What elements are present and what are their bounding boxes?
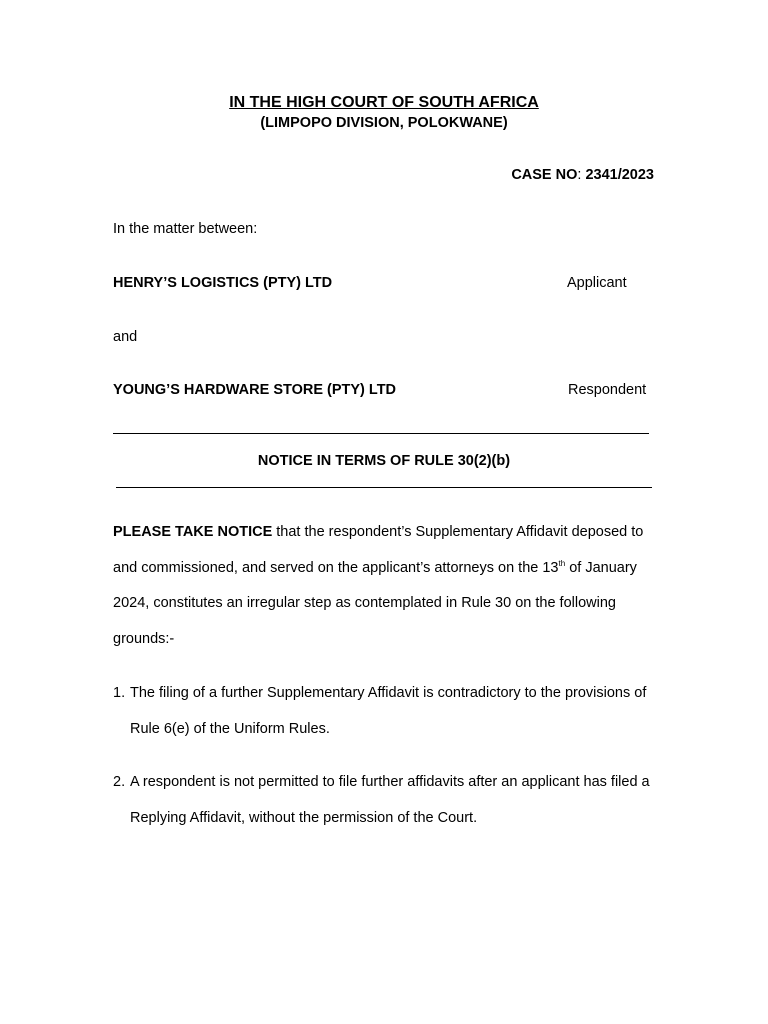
ground-text: A respondent is not permitted to file further affidavits after an applicant has filed a Replying Affidavit, without the permission of the Court. (130, 774, 650, 826)
applicant-name: HENRY’S LOGISTICS (PTY) LTD (113, 275, 333, 291)
party-conjunction: and (113, 329, 138, 345)
ground-number: 1. (113, 685, 126, 701)
case-number-line (511, 167, 654, 183)
respondent-role: Respondent (568, 382, 647, 398)
notice-lead: PLEASE TAKE NOTICE (113, 524, 273, 540)
court-title: IN THE HIGH COURT OF SOUTH AFRICA (229, 94, 539, 111)
ground-item (113, 765, 658, 836)
notice-paragraph (113, 515, 658, 658)
divider-bottom (116, 487, 652, 488)
notice-ordinal-suffix: th (558, 558, 566, 568)
ground-text: The filing of a further Supplementary Affidavit is contradictory to the provisions of Rule 6(e) of the Uniform Rules. (130, 685, 647, 737)
notice-body-part1: that the respondent’s Supplementary Affidavit deposed to and commissioned, and served on the applicant’s attorneys on the 13 (113, 524, 644, 576)
case-number-separator: : (577, 167, 586, 183)
case-number-value: 2341/2023 (585, 167, 654, 183)
respondent-name: YOUNG’S HARDWARE STORE (PTY) LTD (113, 382, 397, 398)
notice-title: NOTICE IN TERMS OF RULE 30(2)(b) (257, 453, 511, 469)
court-division: (LIMPOPO DIVISION, POLOKWANE) (260, 115, 508, 131)
notice-body-part2: of January 2024, constitutes an irregular step as contemplated in Rule 30 on the following grounds:- (113, 559, 637, 648)
ground-item (113, 676, 658, 747)
ground-number: 2. (113, 774, 126, 790)
applicant-role: Applicant (567, 275, 627, 291)
matter-intro: In the matter between: (113, 221, 258, 237)
case-number-label: CASE NO (511, 167, 578, 183)
divider-top (113, 433, 649, 434)
